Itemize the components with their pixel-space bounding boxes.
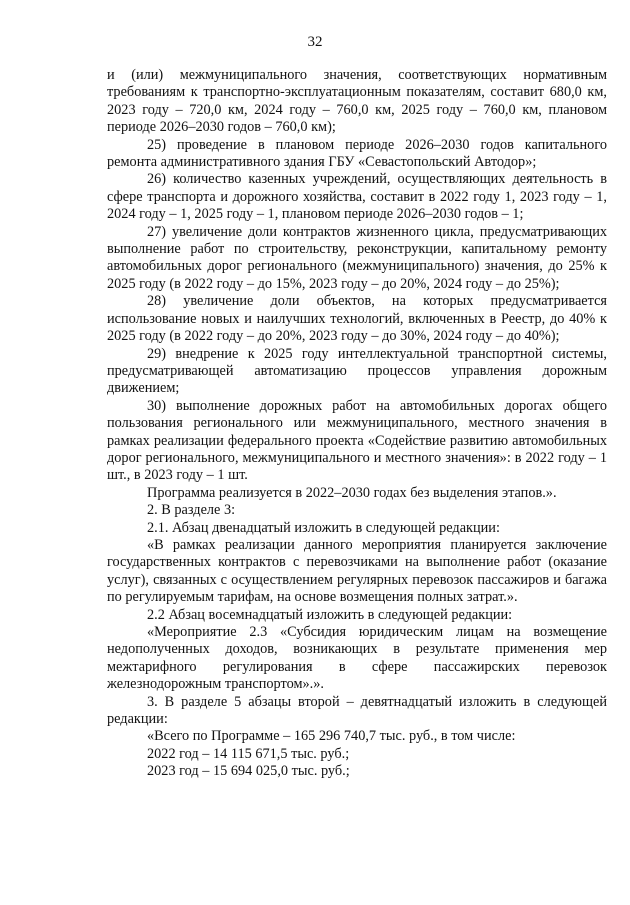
paragraph: 2.2 Абзац восемнадцатый изложить в следующей редакции: [147,606,513,623]
paragraph: «Мероприятие 2.3 «Субсидия юридическим лицам на возмещение недополученных доходов, возникающих в результате применения мер межтарифного регулирования в сфере пассажирских перевозок железнодорожным транспортом».». [107,624,607,693]
paragraph: «В рамках реализации данного мероприятия планируется заключение государственных контрактов с перевозчиками на выполнение работ (оказание услуг), связанных с осуществлением регулярных перевозок пассажиров и багажа по регулируемым тарифам, на основе возмещения полных затрат.». [107,536,607,606]
paragraph: 27) увеличение доли контрактов жизненного цикла, предусматривающих выполнение работ по строительству, реконструкции, капитальному ремонту автомобильных дорог регионального (межмуниципального) значения, до 25% к 2025 году (в 2022 году – до 15%, 2023 году – до 20%, 2024 году – до 25%); [107,223,607,292]
paragraph: 3. В разделе 5 абзацы второй – девятнадцатый изложить в следующей редакции: [107,693,607,728]
page-number: 32 [307,34,323,50]
paragraph: 25) проведение в плановом периоде 2026–2030 годов капитального ремонта административного здания ГБУ «Севастопольский Автодор»; [107,136,607,171]
paragraph: 2.1. Абзац двенадцатый изложить в следующей редакции: [147,519,500,536]
paragraph: 2023 год – 15 694 025,0 тыс. руб.; [147,763,350,780]
paragraph: 2. В разделе 3: [147,502,236,519]
paragraph: 2022 год – 14 115 671,5 тыс. руб.; [147,745,350,762]
paragraph: 28) увеличение доли объектов, на которых предусматривается использование новых и наилучших технологий, включенных в Реестр, до 40% к 2025 году (в 2022 году – до 20%, 2023 году – до 30%, 2024 году – до 40%); [107,293,607,345]
paragraph: Программа реализуется в 2022–2030 годах без выделения этапов.». [147,484,557,501]
paragraph: «Всего по Программе – 165 296 740,7 тыс. руб., в том числе: [147,728,516,745]
paragraph: 29) внедрение к 2025 году интеллектуальной транспортной системы, предусматривающей автоматизацию процессов управления дорожным движением; [107,345,607,397]
paragraph: 26) количество казенных учреждений, осуществляющих деятельность в сфере транспорта и дорожного хозяйства, составит в 2022 году 1, 2023 году – 1, 2024 году – 1, 2025 году – 1, плановом периоде 2026–2030 годов – 1; [107,171,607,223]
paragraph: и (или) межмуниципального значения, соответствующих нормативным требованиям к транспортно-эксплуатационным показателям, составит 680,0 км, 2023 году – 720,0 км, 2024 году – 760,0 км, 2025 году – 760,0 км, плановом периоде 2026–2030 годов – 760,0 км); [107,67,607,136]
paragraph: 30) выполнение дорожных работ на автомобильных дорогах общего пользования регионального или межмуниципального, местного значения в рамках реализации федерального проекта «Содействие развитию автомобильных дорог регионального, межмуниципального и местного значения»: в 2022 году – 1 шт., в 2023 году – 1 шт. [107,397,607,484]
document-body [107,67,607,781]
